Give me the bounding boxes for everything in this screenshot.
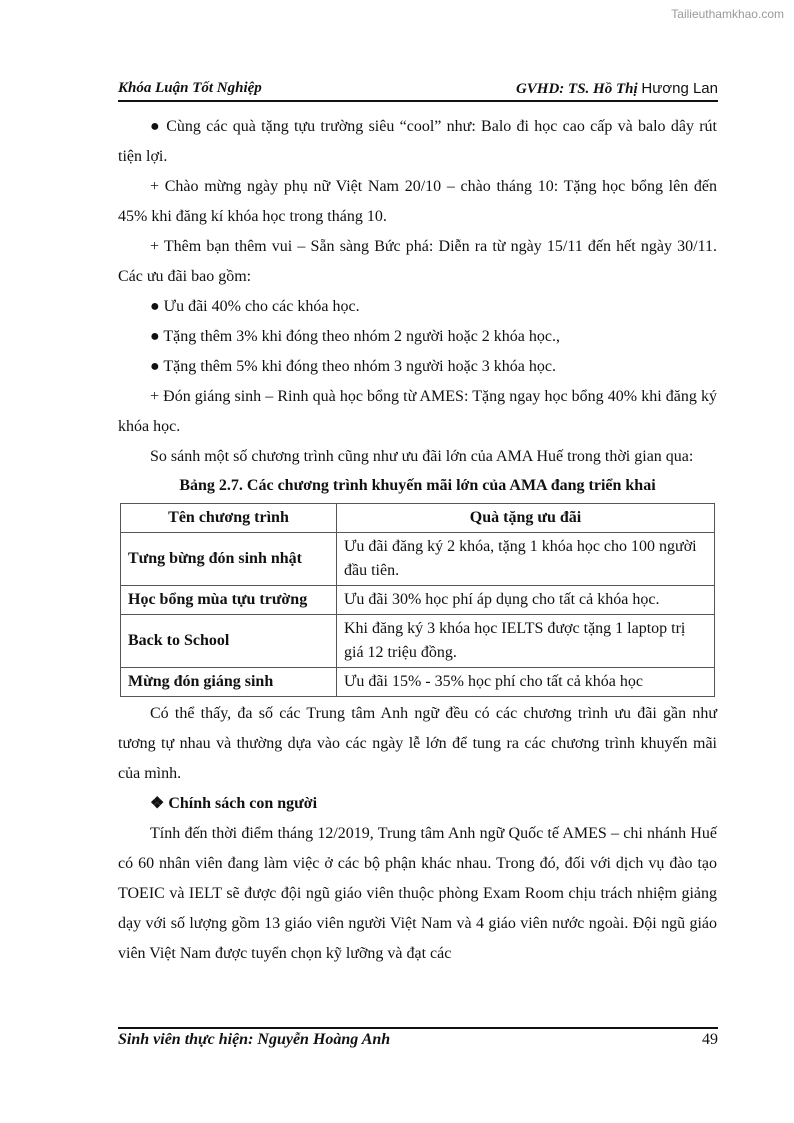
- cell-program-name: Mừng đón giáng sinh: [121, 668, 337, 697]
- table-row: [121, 668, 715, 697]
- cell-gift: Ưu đãi đăng ký 2 khóa, tặng 1 khóa học cho 100 người đầu tiên.: [337, 533, 715, 586]
- cell-program-name: Tưng bừng đón sinh nhật: [121, 533, 337, 586]
- section-title: ❖ Chính sách con người: [150, 795, 318, 812]
- paragraph-comparison-intro: So sánh một số chương trình cũng như ưu đãi lớn của AMA Huế trong thời gian qua:: [150, 448, 694, 465]
- page-number: 49: [702, 1031, 718, 1048]
- bullet-group-3: ● Tặng thêm 5% khi đóng theo nhóm 3 người hoặc 3 khóa học.: [150, 358, 556, 375]
- table-caption: Bảng 2.7. Các chương trình khuyến mãi lớn của AMA đang triển khai: [179, 477, 656, 494]
- paragraph-conclusion: Có thể thấy, đa số các Trung tâm Anh ngữ đều có các chương trình ưu đãi gần như tương tự nhau và thường dựa vào các ngày lễ lớn để tung ra các chương trình khuyến mãi của mình.: [118, 705, 717, 782]
- cell-gift: Ưu đãi 30% học phí áp dụng cho tất cả khóa học.: [337, 586, 715, 615]
- cell-gift: Khi đăng ký 3 khóa học IELTS được tặng 1 laptop trị giá 12 triệu đồng.: [337, 615, 715, 668]
- page-footer: [118, 1027, 718, 1051]
- bullet-group-2: ● Tặng thêm 3% khi đóng theo nhóm 2 người hoặc 2 khóa học.,: [150, 328, 560, 345]
- page-content: [118, 112, 717, 969]
- header-thesis-title: Khóa Luận Tốt Nghiệp: [118, 80, 262, 96]
- paragraph-friends-promo: + Thêm bạn thêm vui – Sẵn sàng Bức phá: Diễn ra từ ngày 15/11 đến hết ngày 30/11. Các ưu đãi bao gồm:: [118, 238, 717, 285]
- header-advisor-name: Hương Lan: [641, 80, 718, 97]
- watermark: Tailieuthamkhao.com: [671, 7, 784, 21]
- paragraph-christmas: + Đón giáng sinh – Rinh quà học bổng từ AMES: Tặng ngay học bổng 40% khi đăng ký khóa học.: [118, 388, 717, 435]
- paragraph-women-day: + Chào mừng ngày phụ nữ Việt Nam 20/10 – chào tháng 10: Tặng học bổng lên đến 45% khi đăng kí khóa học trong tháng 10.: [118, 178, 717, 225]
- column-header-program: Tên chương trình: [121, 504, 337, 533]
- footer-author: Sinh viên thực hiện: Nguyễn Hoàng Anh: [118, 1031, 391, 1048]
- table-row: [121, 615, 715, 668]
- cell-gift: Ưu đãi 15% - 35% học phí cho tất cả khóa học: [337, 668, 715, 697]
- table-header-row: [121, 504, 715, 533]
- cell-program-name: Back to School: [121, 615, 337, 668]
- header-advisor-prefix: GVHD: TS. Hồ Thị: [515, 81, 638, 97]
- paragraph-staff-policy: Tính đến thời điểm tháng 12/2019, Trung tâm Anh ngữ Quốc tế AMES – chi nhánh Huế có 60 nhân viên đang làm việc ở các bộ phận khác nhau. Trong đó, đối với dịch vụ đào tạo TOEIC và IELT sẽ được đội ngũ giáo viên thuộc phòng Exam Room chịu trách nhiệm giảng dạy với số lượng gồm 13 giáo viên người Việt Nam và 4 giáo viên nước ngoài. Đội ngũ giáo viên Việt Nam được tuyển chọn kỹ lưỡng và đạt các: [118, 825, 717, 962]
- cell-program-name: Học bổng mùa tựu trường: [121, 586, 337, 615]
- paragraph-gifts: ● Cùng các quà tặng tựu trường siêu “cool” như: Balo đi học cao cấp và balo dây rút tiện lợi.: [118, 118, 717, 165]
- table-row: [121, 533, 715, 586]
- promotions-table: [120, 503, 715, 697]
- bullet-discount-40: ● Ưu đãi 40% cho các khóa học.: [150, 298, 360, 315]
- column-header-gift: Quà tặng ưu đãi: [337, 504, 715, 533]
- header-advisor: [516, 80, 718, 98]
- table-row: [121, 586, 715, 615]
- page-header: [118, 78, 718, 102]
